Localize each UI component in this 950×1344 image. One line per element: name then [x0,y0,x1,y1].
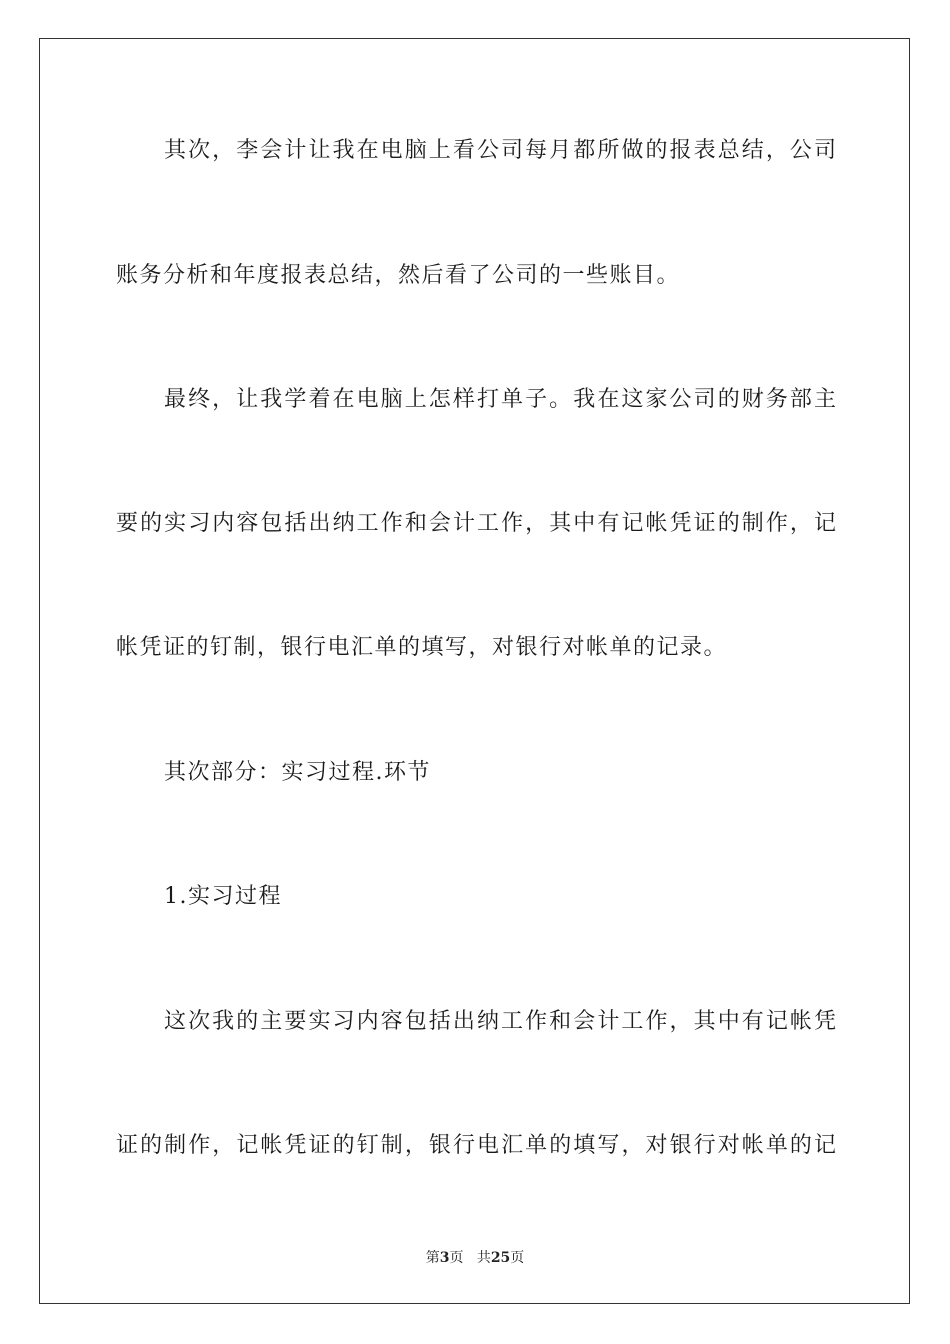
paragraph-line: 账务分析和年度报表总结，然后看了公司的一些账目。 [116,263,681,288]
paragraph-line: 其次，李会计让我在电脑上看公司每月都所做的报表总结，公司 [164,138,836,163]
paragraph-line: 证的制作，记帐凭证的钉制，银行电汇单的填写，对银行对帐单的记 [116,1133,836,1158]
paragraph-line: 这次我的主要实习内容包括出纳工作和会计工作，其中有记帐凭 [164,1009,836,1034]
paragraph-line: 最终，让我学着在电脑上怎样打单子。我在这家公司的财务部主 [164,387,836,412]
subsection-heading: 1.实习过程 [164,884,282,909]
footer-page-suffix: 页 [449,1250,464,1266]
footer-total-suffix: 页 [510,1250,525,1266]
footer-total-prefix: 共 [476,1250,491,1266]
section-heading: 其次部分：实习过程.环节 [164,760,431,785]
footer-page-number: 3 [439,1250,450,1266]
page-footer [0,1248,950,1268]
paragraph-line: 要的实习内容包括出纳工作和会计工作，其中有记帐凭证的制作，记 [116,511,836,536]
paragraph-line: 帐凭证的钉制，银行电汇单的填写，对银行对帐单的记录。 [116,635,728,660]
page-frame [39,38,910,1304]
footer-total-pages: 25 [490,1250,511,1266]
footer-page-prefix: 第 [425,1250,440,1266]
